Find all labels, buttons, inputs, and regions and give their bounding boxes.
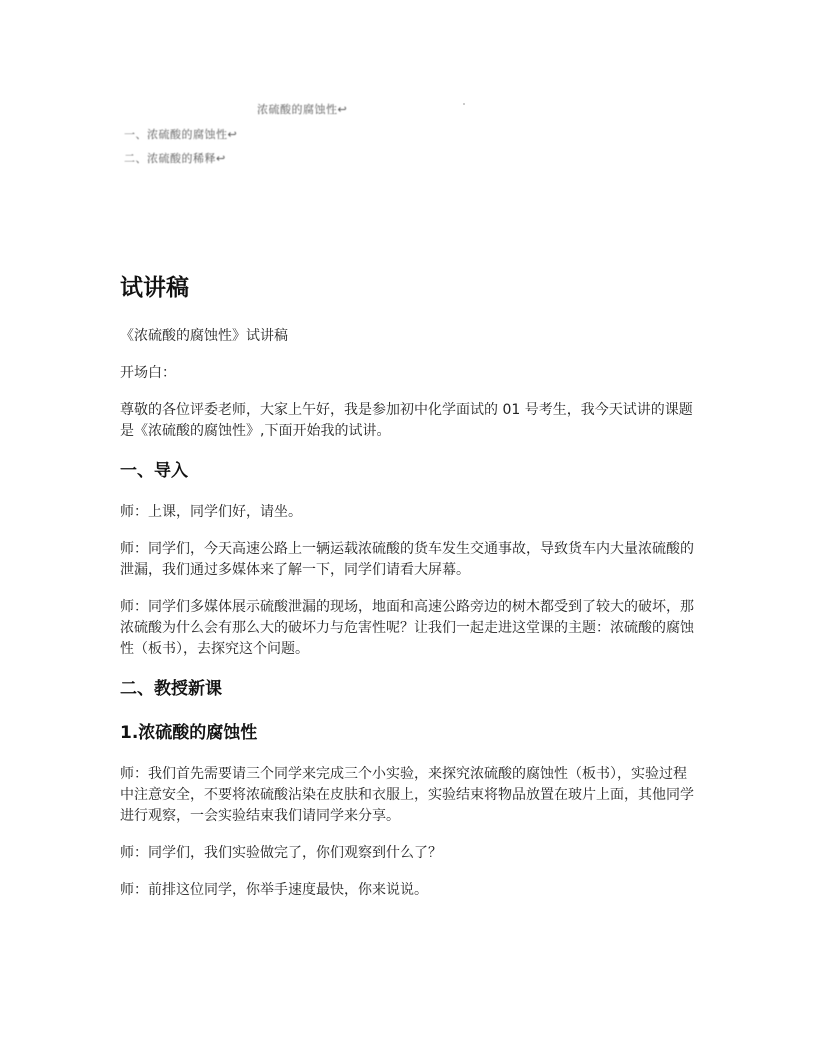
paragraph: 师：我们首先需要请三个同学来完成三个小实验，来探究浓硫酸的腐蚀性（板书），实验过程中注意安全，不要将浓硫酸沾染在皮肤和衣服上，实验结束将物品放置在玻片上面，其他同学进行观察，一会实验结束我们请同学来分享。 xyxy=(120,766,694,824)
document-title: 试讲稿 xyxy=(120,275,189,301)
paragraph: 师：同学们，我们实验做完了，你们观察到什么了？ xyxy=(120,845,442,861)
lesson-title: 《浓硫酸的腐蚀性》试讲稿 xyxy=(120,328,288,344)
paragraph: 师：上课，同学们好，请坐。 xyxy=(120,504,302,520)
section-heading-intro: 一、导入 xyxy=(120,461,188,481)
board-outline-title: 浓硫酸的腐蚀性↩ xyxy=(257,103,348,116)
subsection-heading: 1.浓硫酸的腐蚀性 xyxy=(120,723,258,743)
board-outline-item-1: 一、浓硫酸的腐蚀性↩ xyxy=(124,128,238,141)
board-outline-item-2: 二、浓硫酸的稀释↩ xyxy=(124,152,226,165)
paragraph: 师：同学们多媒体展示硫酸泄漏的现场，地面和高速公路旁边的树木都受到了较大的破坏，那浓硫酸为什么会有那么大的破坏力与危害性呢？让我们一起走进这堂课的主题：浓硫酸的腐蚀性（板书），去探究这个问题。 xyxy=(120,599,694,657)
paragraph: 师：前排这位同学，你举手速度最快，你来说说。 xyxy=(120,882,428,898)
paragraph: 师：同学们，今天高速公路上一辆运载浓硫酸的货车发生交通事故，导致货车内大量浓硫酸的泄漏，我们通过多媒体来了解一下，同学们请看大屏幕。 xyxy=(120,541,694,578)
section-heading-new-lesson: 二、教授新课 xyxy=(120,679,222,699)
opening-text: 尊敬的各位评委老师，大家上午好，我是参加初中化学面试的 01 号考生，我今天试讲的课题是《浓硫酸的腐蚀性》,下面开始我的试讲。 xyxy=(120,402,693,439)
decorative-dot xyxy=(463,103,465,105)
document-body xyxy=(120,272,700,917)
opening-label: 开场白： xyxy=(120,365,176,381)
